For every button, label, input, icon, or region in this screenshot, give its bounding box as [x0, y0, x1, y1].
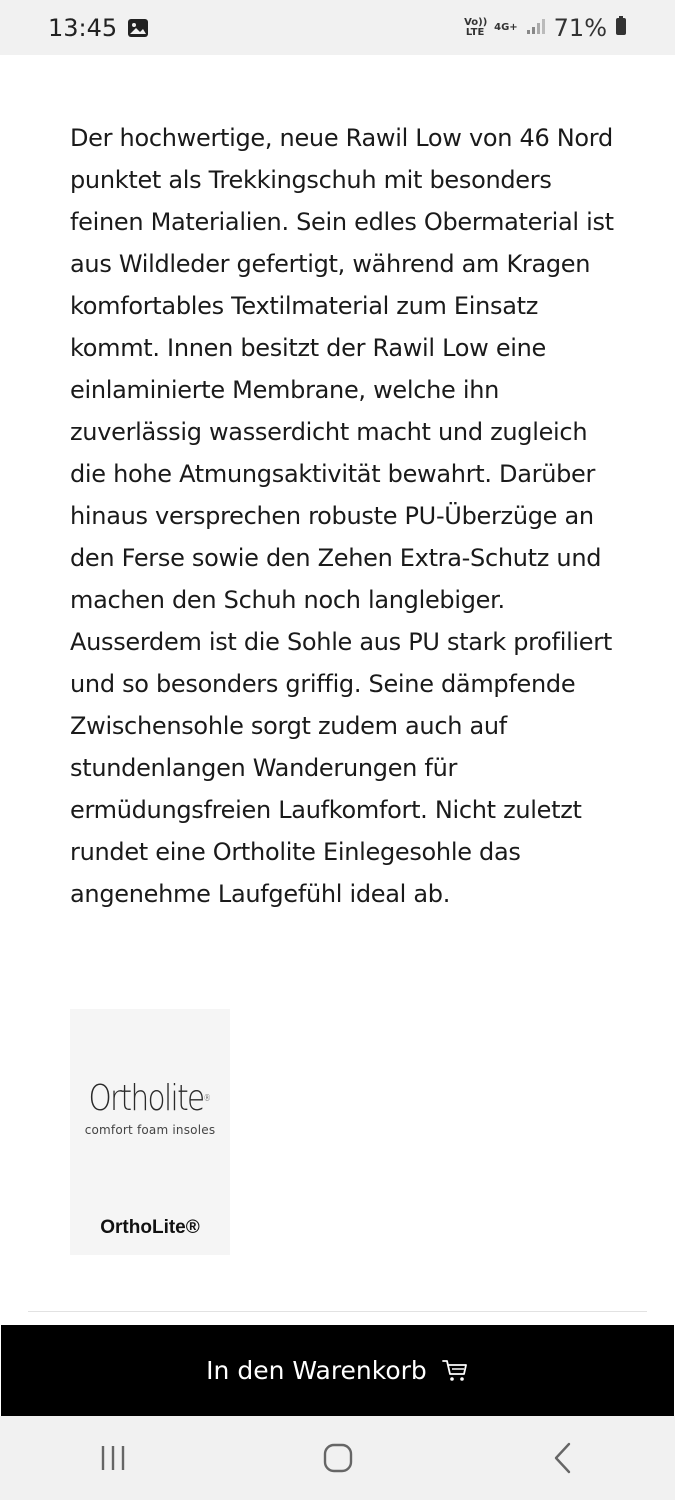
network-label: 4G+: [494, 21, 518, 33]
battery-icon: [615, 16, 627, 40]
volte-label: Vo)) LTE: [464, 16, 488, 38]
cart-icon: [441, 1358, 469, 1384]
status-time: 13:45: [48, 13, 118, 42]
system-navigation-bar: [0, 1416, 675, 1500]
gallery-icon: [127, 18, 149, 38]
divider: [28, 1311, 647, 1312]
product-description: Der hochwertige, neue Rawil Low von 46 Nord punktet als Trekkingschuh mit besonders feinen Materialien. Sein edles Obermaterial ist aus Wildleder gefertigt, während am Kragen komfortables Textilmaterial zum Einsatz kommt. Innen besitzt der Rawil Low eine einlaminierte Membrane, welche ihn zuverlässig wasserdicht macht und zugleich die hohe Atmungsaktivität bewahrt. Darüber hinaus versprechen robuste PU-Überzüge an den Ferse sowie den Zehen Extra-Schutz und machen den Schuh noch langlebiger. Ausserdem ist die Sohle aus PU stark profiliert und so besonders griffig. Seine dämpfende Zwischensohle sorgt zudem auch auf stundenlangen Wanderungen für ermüdungsfreien Laufkomfort. Nicht zuletzt rundet eine Ortholite Einlegesohle das angenehme Laufgefühl ideal ab.: [70, 124, 614, 908]
home-icon[interactable]: [298, 1428, 378, 1488]
logo-tagline: comfort foam insoles: [84, 1123, 216, 1137]
add-to-cart-button[interactable]: [1, 1325, 674, 1416]
logo-word-text: Ortholite: [88, 1078, 204, 1119]
battery-percent: 71%: [553, 13, 607, 42]
recent-apps-icon[interactable]: [73, 1428, 153, 1488]
logo-word: [89, 1079, 211, 1119]
signal-icon: [526, 17, 546, 39]
status-bar: [0, 0, 675, 55]
add-to-cart-label: In den Warenkorb: [206, 1356, 427, 1385]
logo-mark: ®: [203, 1094, 212, 1104]
back-icon[interactable]: [523, 1428, 603, 1488]
status-right: [464, 14, 627, 42]
technology-name: OrthoLite®: [100, 1217, 200, 1238]
status-left: [48, 14, 149, 42]
technology-card-ortholite[interactable]: [70, 1009, 230, 1255]
ortholite-logo: [83, 1079, 217, 1145]
